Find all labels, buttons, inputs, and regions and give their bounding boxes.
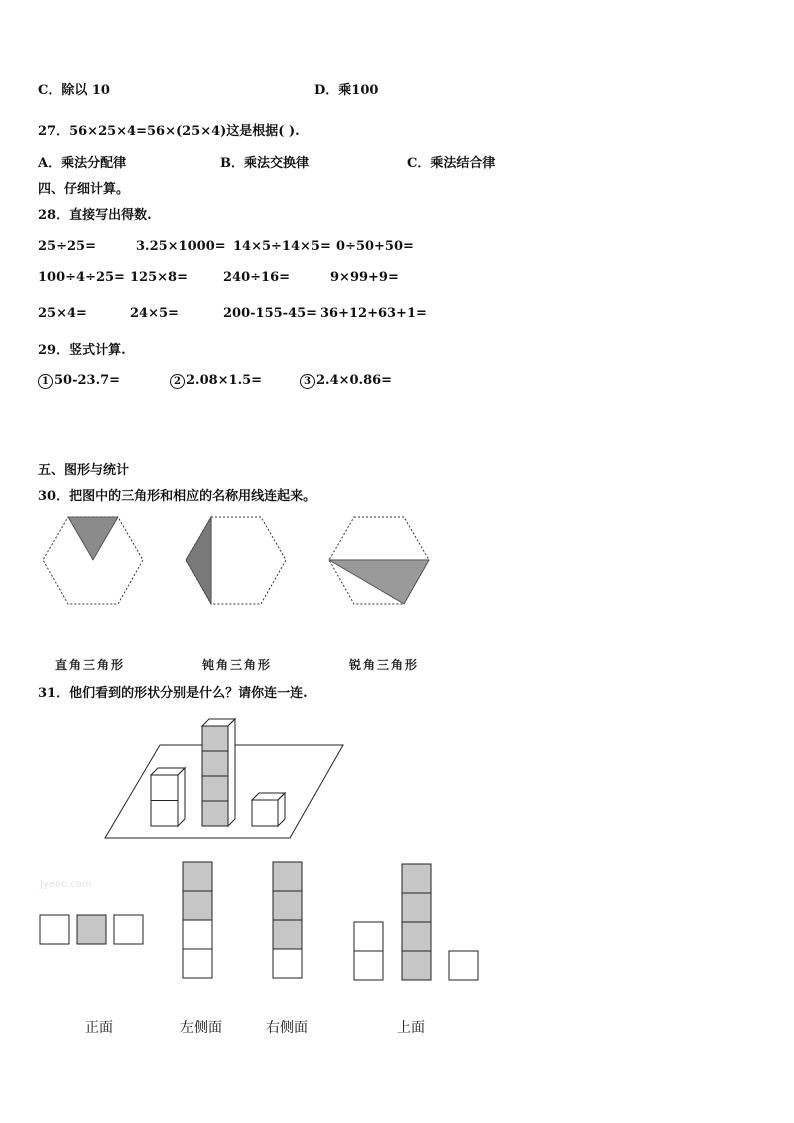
q27-option-a: A．乘法分配律 <box>38 156 127 171</box>
view-option-column-a <box>183 862 212 978</box>
q27-stem: 27．56×25×4=56×(25×4)这是根据( ). <box>38 124 300 139</box>
q28-r1c4: 0÷50+50= <box>336 239 414 254</box>
circled-number: 3 <box>300 374 315 389</box>
q28-r1c2: 3.25×1000= <box>136 239 226 254</box>
q28-r2c4: 9×99+9= <box>330 270 399 285</box>
label-obtuse-triangle: 钝角三角形 <box>202 658 273 672</box>
q27-option-c: C．乘法结合律 <box>407 156 496 171</box>
label-front-view: 正面 <box>85 1020 113 1036</box>
left-cube-stack <box>151 768 185 826</box>
label-right-view: 右侧面 <box>266 1020 308 1036</box>
q28-r2c2: 125×8= <box>130 270 188 285</box>
circled-number: 1 <box>38 374 53 389</box>
q28-r3c2: 24×5= <box>130 306 179 321</box>
single-cube <box>252 793 285 826</box>
q28-r1c1: 25÷25= <box>38 239 96 254</box>
section-4-heading: 四、仔细计算。 <box>38 182 130 197</box>
q28-r3c1: 25×4= <box>38 306 87 321</box>
q29-stem: 29．竖式计算. <box>38 343 126 358</box>
q29-expr: 2.08×1.5= <box>186 373 263 388</box>
watermark: Jyeoo.com <box>40 879 92 890</box>
q27-option-b: B．乘法交换律 <box>220 156 309 171</box>
acute-triangle-shaded <box>329 560 429 604</box>
q28-r2c3: 240÷16= <box>223 270 291 285</box>
hexagon-figure-1 <box>43 517 143 604</box>
obtuse-triangle-shaded <box>186 517 211 604</box>
label-right-triangle: 直角三角形 <box>55 658 126 672</box>
hexagon-figure-2 <box>186 517 286 604</box>
q31-stem: 31．他们看到的形状分别是什么？请你连一连. <box>38 686 308 701</box>
q30-stem: 30．把图中的三角形和相应的名称用线连起来。 <box>38 489 317 504</box>
q28-stem: 28．直接写出得数. <box>38 208 152 223</box>
q28-r3c3: 200-155-45= <box>223 306 318 321</box>
right-triangle-shaded <box>68 517 118 560</box>
label-acute-triangle: 锐角三角形 <box>349 658 420 672</box>
view-option-column-b <box>273 862 302 978</box>
q29-expr: 50-23.7= <box>54 373 121 388</box>
q29-expr: 2.4×0.86= <box>316 373 393 388</box>
view-option-composite <box>354 864 478 980</box>
cube-scene <box>105 719 343 838</box>
q28-r1c3: 14×5÷14×5= <box>233 239 331 254</box>
section-5-heading: 五、图形与统计 <box>38 463 130 478</box>
label-top-view: 上面 <box>397 1020 425 1036</box>
tall-cube-stack <box>202 719 235 826</box>
option-d: D．乘100 <box>314 83 379 98</box>
label-left-view: 左侧面 <box>180 1020 222 1036</box>
q28-r2c1: 100÷4÷25= <box>38 270 125 285</box>
circled-number: 2 <box>170 374 185 389</box>
view-option-row <box>40 915 143 944</box>
q28-r3c4: 36+12+63+1= <box>320 306 427 321</box>
option-c: C．除以 10 <box>38 83 110 98</box>
hexagon-figure-3 <box>329 517 429 604</box>
